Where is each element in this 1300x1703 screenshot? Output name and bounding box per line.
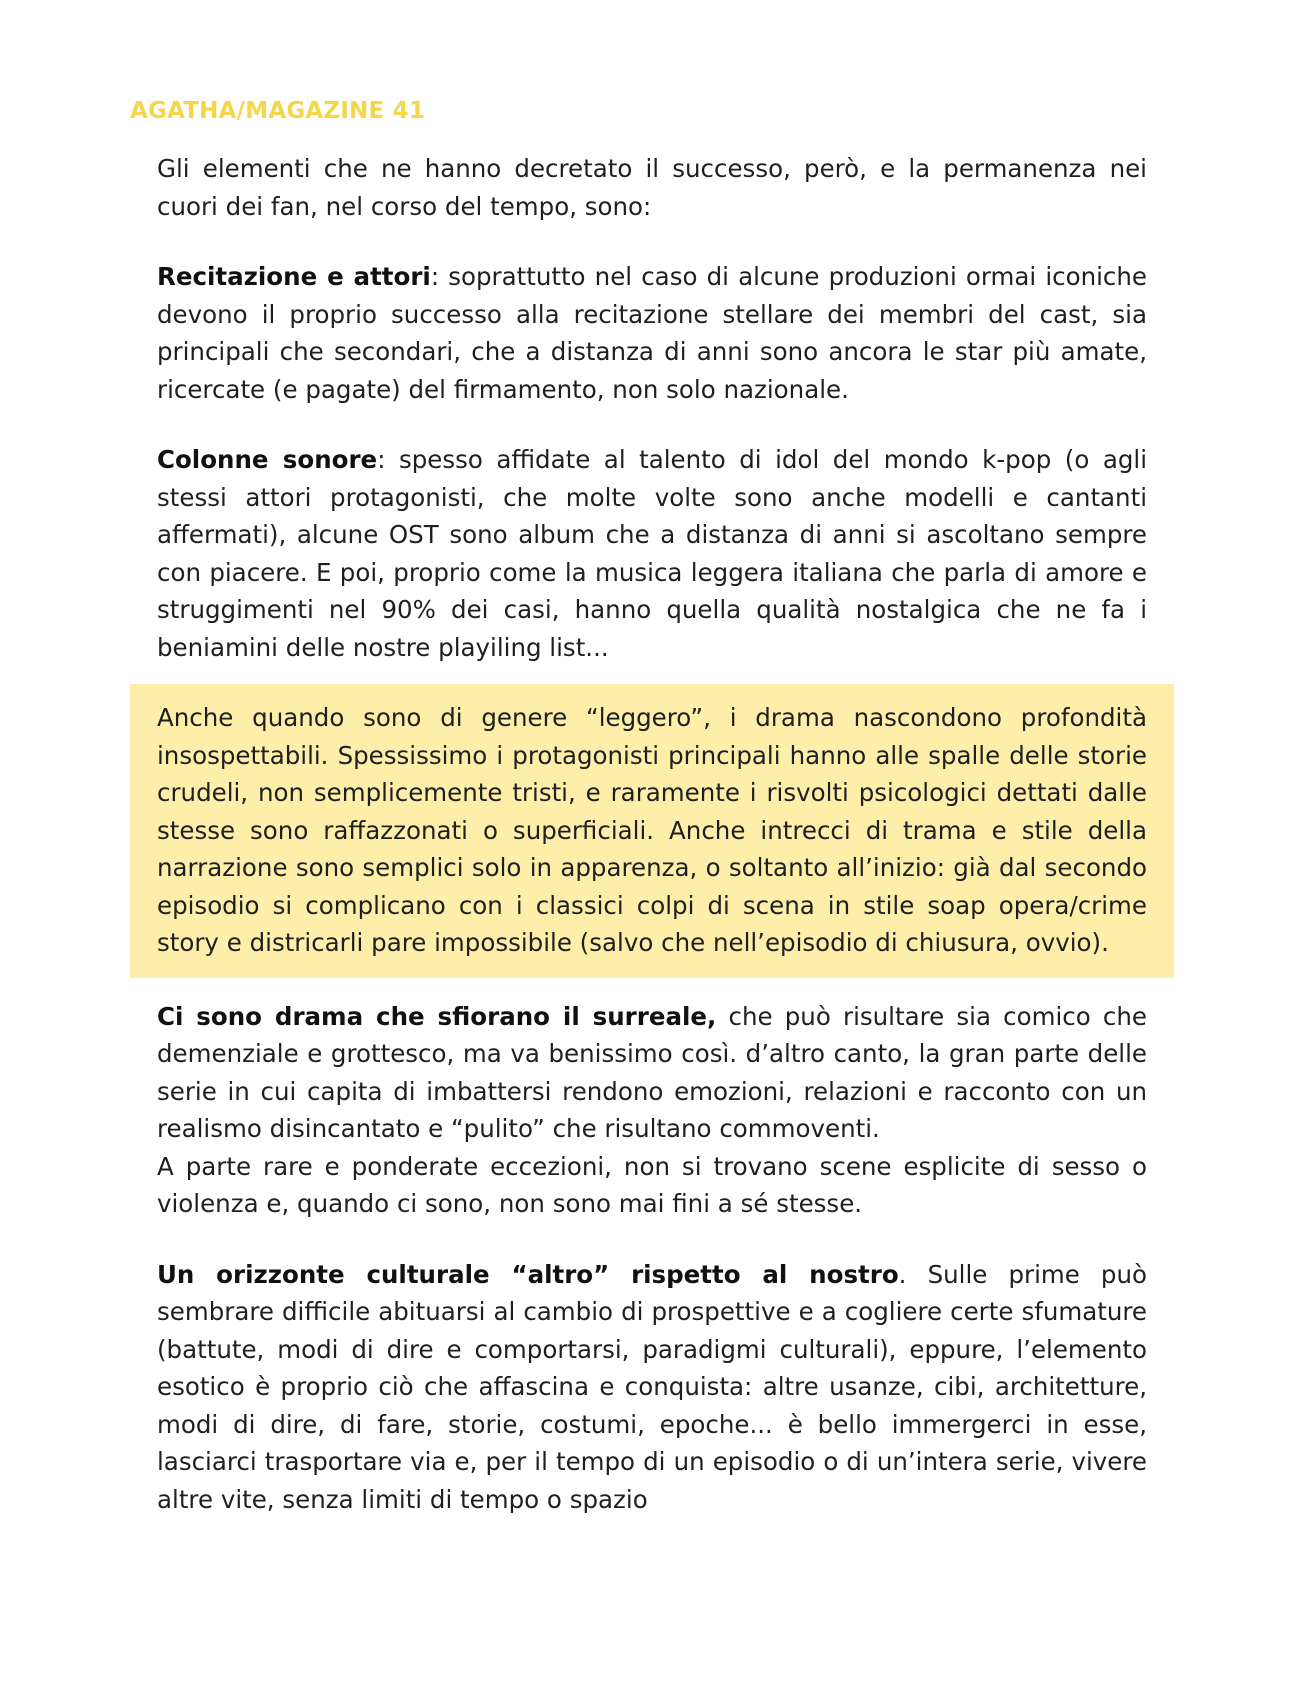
soundtracks-heading: Colonne sonore — [157, 445, 378, 474]
page-number: 41 — [392, 98, 426, 124]
culture-text: . Sulle prime può sembrare difficile abituarsi al cambio di prospettive e a cogliere certe sfumature (battute, modi di dire e comportarsi, paradigmi culturali), eppure, l’elemento esotico è proprio ciò che affascina e conquista: altre usanze, cibi, architetture, modi di dire, di fare, storie, costumi, epoche... è bello immergerci in esse, lasciarci trasportare via e, per il tempo di un episodio o di un’intera serie, vivere altre vite, senza limiti di tempo o spazio — [157, 1259, 1147, 1514]
acting-heading: Recitazione e attori — [157, 262, 431, 291]
culture-heading: Un orizzonte culturale “altro” rispetto al nostro — [157, 1259, 899, 1289]
magazine-header — [130, 98, 425, 124]
highlight-paragraph: Anche quando sono di genere “leggero”, i drama nascondono profondità insospettabili. Spessissimo i protagonisti principali hanno alle spalle delle storie crudeli, non semplicemente tristi, e raramente i risvolti psicologici dettati dalle stesse sono raffazzonati o superficiali. Anche intrecci di trama e stile della narrazione sono semplici solo in apparenza, o soltanto all’inizio: già dal secondo episodio si complicano con i classici colpi di scena in stile soap opera/crime story e districarli pare impossibile (salvo che nell’episodio di chiusura, ovvio). — [157, 703, 1147, 957]
magazine-title: AGATHA/MAGAZINE — [130, 98, 385, 124]
surreal-paragraph-2: A parte rare e ponderate eccezioni, non si trovano scene esplicite di sesso o violenza e, quando ci sono, non sono mai fini a sé stesse. — [157, 1151, 1147, 1218]
surreal-text: che può risultare sia comico che demenziale e grottesco, ma va benissimo così. d’altro canto, la gran parte delle serie in cui capita di imbattersi rendono emozioni, relazioni e racconto con un realismo disincantato e “pulito” che risultano commoventi. — [157, 1001, 1147, 1143]
acting-paragraph — [157, 258, 1147, 408]
intro-paragraph: Gli elementi che ne hanno decretato il successo, però, e la permanenza nei cuori dei fan, nel corso del tempo, sono: — [157, 154, 1147, 221]
highlight-box — [130, 684, 1174, 978]
surreal-heading: Ci sono drama che sfiorano il surreale, — [157, 1001, 717, 1031]
acting-text: : soprattutto nel caso di alcune produzioni ormai iconiche devono il proprio successo alla recitazione stellare dei membri del cast, sia principali che secondari, che a distanza di anni sono ancora le star più amate, ricercate (e pagate) del firmamento, non solo nazionale. — [157, 262, 1148, 404]
soundtracks-text: : spesso affidate al talento di idol del mondo k-pop (o agli stessi attori protagonisti, che molte volte sono anche modelli e cantanti affermati), alcune OST sono album che a distanza di anni si ascoltano sempre con piacere. E poi, proprio come la musica leggera italiana che parla di amore e struggimenti nel 90% dei casi, hanno quella qualità nostalgica che ne fa i beniamini delle nostre playiling list... — [157, 445, 1148, 662]
article-body — [157, 150, 1147, 1518]
soundtracks-paragraph — [157, 441, 1147, 666]
culture-paragraph — [157, 1256, 1147, 1519]
surreal-paragraph — [157, 998, 1147, 1148]
